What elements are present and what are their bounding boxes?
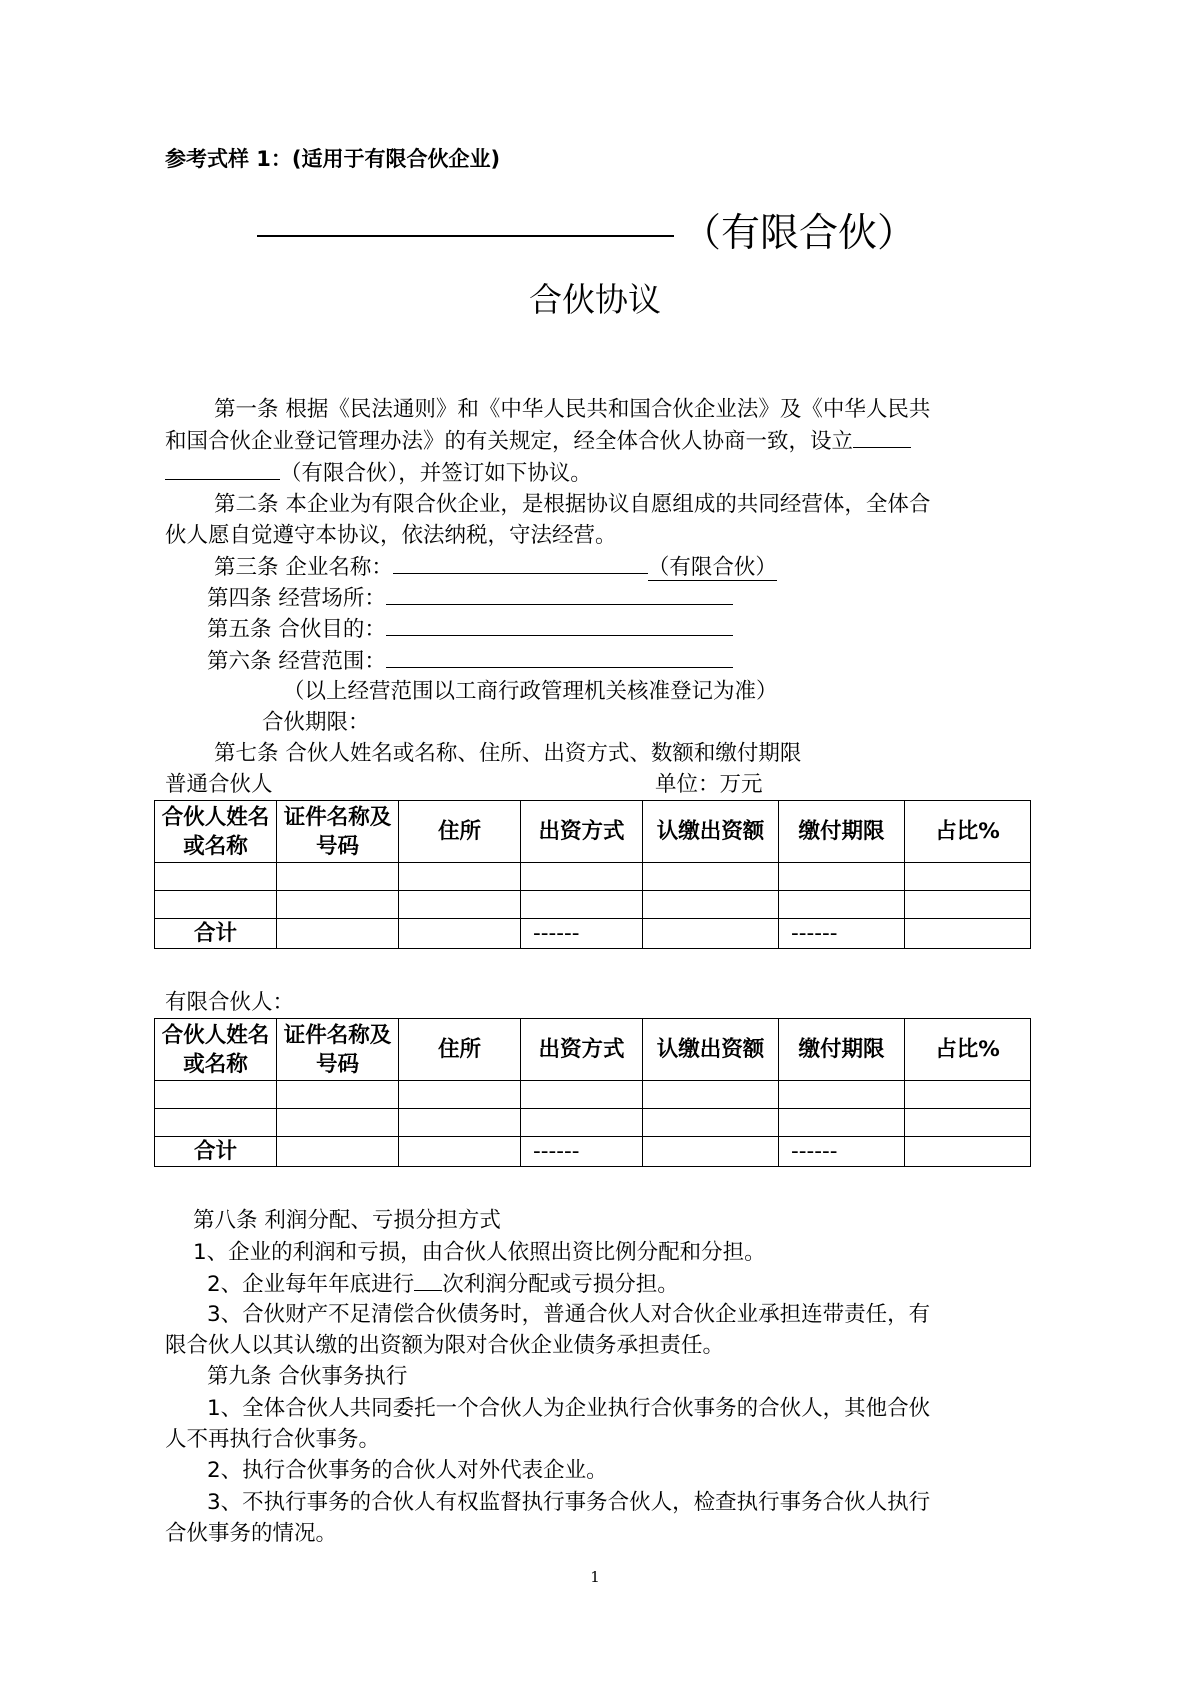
table-cell[interactable]	[399, 891, 521, 919]
table-cell[interactable]	[779, 1109, 905, 1137]
header-contribution-method: 出资方式	[521, 801, 643, 863]
article-3-enterprise-name: 第三条 企业名称： （有限合伙）	[214, 551, 777, 583]
article-9: 第九条 合伙事务执行	[207, 1364, 408, 1389]
table-cell[interactable]	[643, 891, 779, 919]
table-cell[interactable]	[277, 863, 399, 891]
page-number: 1	[590, 1568, 600, 1586]
total-row	[155, 919, 1031, 949]
total-row	[155, 1137, 1031, 1167]
blank-line	[853, 425, 911, 448]
limited-partner-label: 有限合伙人：	[165, 990, 295, 1015]
header-id-document: 证件名称及号码	[277, 1019, 399, 1081]
article-8-item-3-line-2: 限合伙人以其认缴的出资额为限对合伙企业债务承担责任。	[165, 1333, 725, 1358]
table-cell[interactable]	[155, 1109, 277, 1137]
article-4-business-premises: 第四条 经营场所：	[207, 582, 733, 614]
blank-line	[165, 457, 280, 480]
limited-partner-table	[154, 1018, 1031, 1167]
table-cell[interactable]	[277, 919, 399, 949]
table-cell[interactable]	[643, 1081, 779, 1109]
table-cell[interactable]	[399, 863, 521, 891]
article-1-line-2: 和国合伙企业登记管理办法》的有关规定，经全体合伙人协商一致，设立	[165, 425, 911, 457]
table-cell[interactable]	[277, 1137, 399, 1167]
table-cell[interactable]	[905, 863, 1031, 891]
article-9-item-2: 2、执行合伙事务的合伙人对外代表企业。	[207, 1458, 608, 1483]
article-9-item-1-line-2: 人不再执行合伙事务。	[165, 1427, 381, 1452]
table-cell[interactable]	[905, 919, 1031, 949]
total-label: 合计	[155, 1137, 277, 1167]
table-cell[interactable]	[643, 919, 779, 949]
table-cell[interactable]	[521, 863, 643, 891]
table-cell[interactable]	[905, 891, 1031, 919]
table-cell[interactable]	[277, 891, 399, 919]
table-cell[interactable]	[779, 863, 905, 891]
article-2-line-2: 伙人愿自觉遵守本协议，依法纳税，守法经营。	[165, 523, 617, 548]
title-suffix: （有限合伙）	[682, 211, 917, 256]
table-cell[interactable]	[905, 1137, 1031, 1167]
table-row	[155, 891, 1031, 919]
general-partner-table	[154, 800, 1031, 949]
table-cell[interactable]	[399, 1109, 521, 1137]
article-8: 第八条 利润分配、亏损分担方式	[193, 1208, 501, 1233]
table-cell[interactable]	[643, 863, 779, 891]
header-payment-deadline: 缴付期限	[779, 1019, 905, 1081]
article-9-item-3-line-1: 3、不执行事务的合伙人有权监督执行事务合伙人，检查执行事务合伙人执行	[207, 1490, 931, 1515]
table-cell[interactable]	[521, 891, 643, 919]
table-row	[155, 863, 1031, 891]
table-cell[interactable]	[277, 1081, 399, 1109]
table-cell[interactable]	[905, 1081, 1031, 1109]
article-8-item-1: 1、企业的利润和亏损，由合伙人依照出资比例分配和分担。	[193, 1240, 766, 1265]
article-1-line-1: 第一条 根据《民法通则》和《中华人民共和国合伙企业法》及《中华人民共	[214, 397, 931, 422]
header-payment-deadline: 缴付期限	[779, 801, 905, 863]
table-cell[interactable]	[905, 1109, 1031, 1137]
unit-label: 单位：万元	[655, 772, 763, 797]
total-label: 合计	[155, 919, 277, 949]
general-partner-label: 普通合伙人	[165, 772, 273, 797]
blank-line	[393, 551, 648, 574]
partnership-term: 合伙期限：	[262, 710, 370, 735]
dash-placeholder: ------	[521, 919, 643, 949]
header-subscribed-amount: 认缴出资额	[643, 801, 779, 863]
reference-sample-heading: 参考式样 1：(适用于有限合伙企业)	[165, 147, 501, 171]
article-8-item-3-line-1: 3、合伙财产不足清偿合伙债务时，普通合伙人对合伙企业承担连带责任，有	[207, 1302, 931, 1327]
dash-placeholder: ------	[779, 1137, 905, 1167]
dash-placeholder: ------	[521, 1137, 643, 1167]
table-cell[interactable]	[521, 1081, 643, 1109]
article-8-item-2: 2、企业每年年底进行 次利润分配或亏损分担。	[207, 1268, 679, 1300]
table-cell[interactable]	[277, 1109, 399, 1137]
article-2-line-1: 第二条 本企业为有限合伙企业，是根据协议自愿组成的共同经营体，全体合	[214, 492, 931, 517]
table-cell[interactable]	[155, 1081, 277, 1109]
article-1-line-3: （有限合伙），并签订如下协议。	[165, 457, 592, 489]
table-row	[155, 1109, 1031, 1137]
table-cell[interactable]	[643, 1109, 779, 1137]
table-cell[interactable]	[779, 1081, 905, 1109]
dash-placeholder: ------	[779, 919, 905, 949]
header-contribution-method: 出资方式	[521, 1019, 643, 1081]
blank-line	[414, 1268, 442, 1291]
table-cell[interactable]	[399, 919, 521, 949]
article-9-item-3-line-2: 合伙事务的情况。	[165, 1521, 338, 1546]
header-share-percent: 占比%	[905, 1019, 1031, 1081]
table-cell[interactable]	[155, 863, 277, 891]
table-cell[interactable]	[399, 1137, 521, 1167]
header-domicile: 住所	[399, 801, 521, 863]
header-domicile: 住所	[399, 1019, 521, 1081]
business-scope-note: （以上经营范围以工商行政管理机关核准登记为准）	[283, 679, 778, 704]
header-id-document: 证件名称及号码	[277, 801, 399, 863]
document-title: 合伙协议	[529, 280, 661, 319]
enterprise-name-blank	[257, 235, 674, 237]
blank-line	[386, 613, 733, 636]
table-cell[interactable]	[399, 1081, 521, 1109]
article-7: 第七条 合伙人姓名或名称、住所、出资方式、数额和缴付期限	[214, 741, 802, 766]
header-share-percent: 占比%	[905, 801, 1031, 863]
article-5-partnership-purpose: 第五条 合伙目的：	[207, 613, 733, 645]
blank-line	[386, 645, 733, 668]
table-cell[interactable]	[643, 1137, 779, 1167]
table-cell[interactable]	[155, 891, 277, 919]
article-9-item-1-line-1: 1、全体合伙人共同委托一个合伙人为企业执行合伙事务的合伙人，其他合伙	[207, 1396, 931, 1421]
table-row	[155, 1081, 1031, 1109]
table-cell[interactable]	[521, 1109, 643, 1137]
header-partner-name: 合伙人姓名或名称	[155, 1019, 277, 1081]
table-cell[interactable]	[779, 891, 905, 919]
header-partner-name: 合伙人姓名或名称	[155, 801, 277, 863]
blank-line	[386, 582, 733, 605]
header-subscribed-amount: 认缴出资额	[643, 1019, 779, 1081]
article-6-business-scope: 第六条 经营范围：	[207, 645, 733, 677]
